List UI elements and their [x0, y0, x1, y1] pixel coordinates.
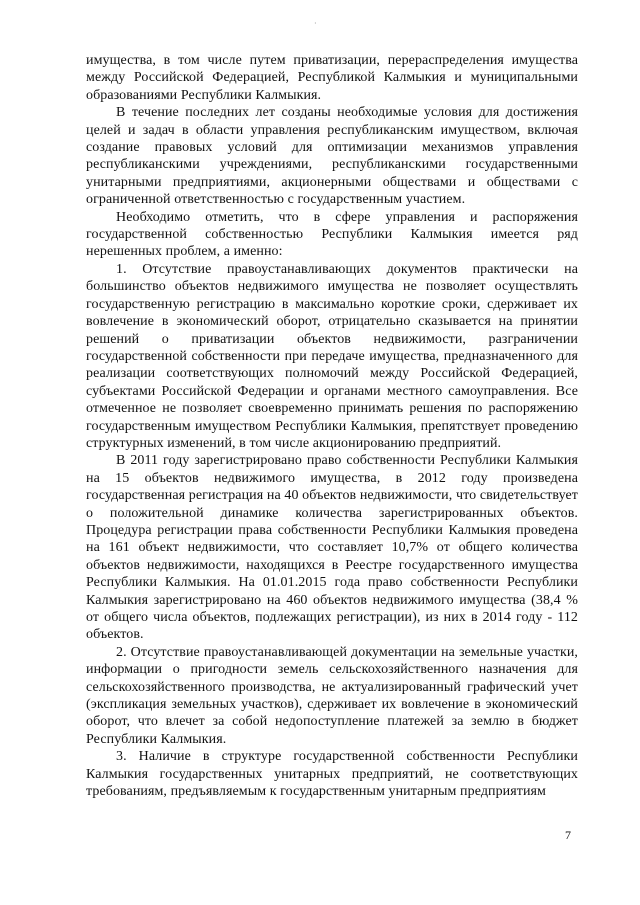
- paragraph-problem-2: 2. Отсутствие правоустанавливающей документации на земельные участки, информации о пригодности земель сельскохозяйственного назначения для сельскохозяйственного производства, не актуализированный графический учет (экспликация земельных участков), сдерживает их вовлечение в экономический оборот, что влечет за собой недопоступление платежей за землю в бюджет Республики Калмыкия.: [86, 644, 578, 747]
- paragraph-registration-stats: В 2011 году зарегистрировано право собственности Республики Калмыкия на 15 объектов недвижимого имущества, в 2012 году произведена государственная регистрация на 40 объектов недвижимости, что свидетельствует о положительной динамике количества зарегистрированных объектов. Процедура регистрации права собственности Республики Калмыкия проведена на 161 объект недвижимости, что составляет 10,7% от общего количества объектов недвижимости, находящихся в Реестре государственного имущества Республики Калмыкия. На 01.01.2015 года право собственности Республики Калмыкия зарегистрировано на 460 объектов недвижимого имущества (38,4 % от общего числа объектов, подлежащих регистрации), из них в 2014 году - 112 объектов.: [86, 453, 578, 643]
- document-body: [86, 52, 578, 800]
- paragraph-problems-intro: Необходимо отметить, что в сфере управления и распоряжения государственной собственностью Республики Калмыкия имеется ряд нерешенных проблем, а именно:: [86, 209, 578, 260]
- paragraph-problem-3: 3. Наличие в структуре государственной собственности Республики Калмыкия государственных унитарных предприятий, не соответствующих требованиям, предъявляемым к государственным унитарным предприятиям: [86, 749, 578, 800]
- paragraph-conditions: В течение последних лет созданы необходимые условия для достижения целей и задач в области управления республиканским имуществом, включая создание правовых условий для оптимизации механизмов управления республиканскими учреждениями, республиканскими государственными унитарными предприятиями, акционерными обществами и обществами с ограниченной ответственностью с государственным участием.: [86, 105, 578, 208]
- paragraph-continuation: имущества, в том числе путем приватизации, перераспределения имущества между Российской Федерацией, Республикой Калмыкия и муниципальными образованиями Республики Калмыкия.: [86, 53, 578, 103]
- top-mark: ·: [314, 19, 317, 28]
- paragraph-problem-1: 1. Отсутствие правоустанавливающих документов практически на большинство объектов недвижимого имущества не позволяет осуществлять государственную регистрацию в максимально короткие сроки, сдерживает их вовлечение в экономический оборот, отрицательно сказывается на принятии решений о приватизации объектов недвижимости, разграничении государственной собственности при передаче имущества, предназначенного для реализации соответствующих полномочий между Российской Федерацией, субъектами Российской Федерации и органами местного самоуправления. Все отмеченное не позволяет своевременно принимать решения по распоряжению государственным имуществом Республики Калмыкия, препятствует проведению структурных изменений, в том числе акционированию предприятий.: [86, 261, 578, 451]
- page-number: 7: [565, 828, 571, 842]
